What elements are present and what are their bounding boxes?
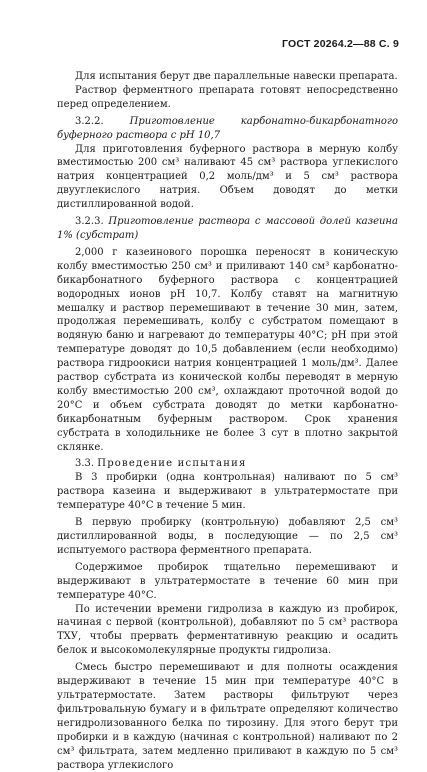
section-number: 3.3. <box>75 458 95 470</box>
document-body <box>57 70 398 772</box>
paragraph <box>57 143 398 213</box>
section-title: Проведение испытания <box>97 458 247 470</box>
paragraph <box>57 471 398 513</box>
paragraph <box>57 246 398 455</box>
section-title: Приготовление раствора с массовой долей казеина 1% (субстрат) <box>57 216 398 241</box>
section-number: 3.2.3. <box>75 216 104 228</box>
paragraph <box>57 561 398 603</box>
section-number: 3.2.2. <box>75 115 104 127</box>
paragraph <box>57 516 398 558</box>
section-heading <box>57 115 398 143</box>
paragraph <box>57 84 398 112</box>
paragraph-text: Смесь быстро перемешивают и для полноты осаждения выдерживают в течение 15 мин при температуре 40°С в ультратермостате. Затем растворы фильтруют через фильтровальную бумагу и в фильтрате определяют количество негидролизованного белка по тирозину. Для этого берут три пробирки и в каждую (начиная с контрольной) наливают по 2 см³ фильтрата, затем медленно приливают в каждую по 5 см³ раствора углекислого <box>57 662 398 771</box>
paragraph-text: 2,000 г казеинового порошка переносят в коническую колбу вместимостью 250 см³ и приливают 140 см³ карбонатно-бикарбонатного буферного раствора с концентрацией водородных ионов рН 10,7. Колбу ставят на магнитную мешалку и раствор перемешивают в течение 30 мин, затем, продолжая перемешивать, колбу с субстратом помещают в водяную баню и нагревают до температуры 40°С; рН при этой температуре доводят до 10,5 добавлением (если необходимо) раствора гидроокиси натрия концентрацией 1 моль/дм³. Далее раствор субстрата из конической колбы переводят в мерную колбу вместимостью 200 см³, охлаждают проточной водой до 20°С и объем субстрата доводят до метки карбонатно-бикарбонатным буферным раствором. Срок хранения субстрата в холодильнике не более 3 сут в плотно закрытой склянке. <box>57 246 398 453</box>
section-title: Приготовление карбонатно-бикарбонатного буферного раствора с рН 10,7 <box>57 115 398 141</box>
paragraph-text: Содержимое пробирок тщательно перемешивают и выдерживают в ультратермостате в течение 60 мин при температуре 40°С. <box>57 561 398 601</box>
section-heading <box>57 215 398 243</box>
paragraph <box>57 70 398 84</box>
paragraph-text: По истечении времени гидролиза в каждую из пробирок, начиная с первой (контрольной), добавляют по 5 см³ раствора ТХУ, чтобы прервать ферментативную реакцию и осадить белок и высокомолекулярные продукты гидролиза. <box>57 603 398 657</box>
section-heading <box>57 457 398 471</box>
paragraph <box>57 603 398 659</box>
paragraph <box>57 661 398 772</box>
paragraph-text: Для приготовления буферного раствора в мерную колбу вместимостью 200 см³ наливают 45 см³ раствора углекислого натрия концентрацией 0,2 моль/дм³ и 5 см³ раствора двууглекислого натрия. Объем доводят до метки дистиллированной водой. <box>57 143 398 211</box>
paragraph-text: В 3 пробирки (одна контрольная) наливают по 5 см³ раствора казеина и выдерживают в ультратермостате при температуре 40°С в течение 5 мин. <box>57 472 398 512</box>
paragraph-text: Раствор ферментного препарата готовят непосредственно перед определением. <box>57 84 398 110</box>
page-header: ГОСТ 20264.2—88 С. 9 <box>282 38 399 50</box>
paragraph-text: Для испытания берут две параллельные навески препарата. <box>75 71 398 82</box>
paragraph-text: В первую пробирку (контрольную) добавляют 2,5 см³ дистиллированной воды, в последующие — по 2,5 см³ испытуемого раствора ферментного препарата. <box>57 517 398 556</box>
